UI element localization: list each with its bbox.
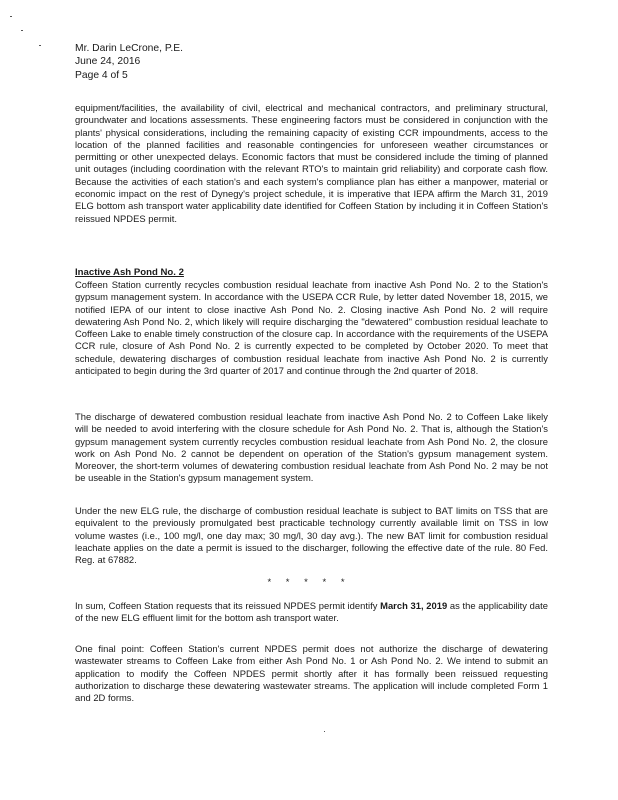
- page-number: Page 4 of 5: [75, 69, 128, 81]
- section-separator: * * * * *: [267, 577, 351, 588]
- paragraph-continuation: equipment/facilities, the availability of civil, electrical and mechanical contractors, and preliminary structural, groundwater and locations assessments. These engineering factors must be considered in conjunction with the plants' physical considerations, including the remaining capacity of existing CCR impoundments, access to the location of the planned facilities and reasonable contingencies for unforeseen weather circumstances or permitting or other unexpected delays. Economic factors that must be considered include the timing of planned unit outages (including coordination with the relevant RTO's to maintain grid reliability) and corporate cash flow. Because the activities of each station's and each system's compliance plan has either a manpower, material or economic impact on the rest of Dynegy's project schedule, it is imperative that IEPA affirm the March 31, 2019 ELG bottom ash transport water applicability date identified for Coffeen Station by including it in Coffeen Station's reissued NPDES permit.: [75, 102, 548, 224]
- scan-speck: [21, 30, 23, 31]
- section-heading: Inactive Ash Pond No. 2: [75, 267, 184, 278]
- scan-speck: [39, 45, 41, 46]
- paragraph-discharge-need: The discharge of dewatered combustion residual leachate from inactive Ash Pond No. 2 to Coffeen Lake likely will be needed to avoid interfering with the closure schedule for Ash Pond No. 2. That is, although the Station's gypsum management system currently recycles combustion residual leachate from Ash Pond No. 2, the closure work on Ash Pond No. 2 cannot be dependent on operation of the Station's gypsum management system. Moreover, the short-term volumes of dewatering combustion residual leachate from Ash Pond No. 2 may be not be useable in the Station's gypsum management system.: [75, 411, 548, 484]
- paragraph-elg-rule: Under the new ELG rule, the discharge of combustion residual leachate is subject to BAT limits on TSS that are equivalent to the previously promulgated best practicable technology currently available limit on TSS in low volume wastes (i.e., 100 mg/l, one day max; 30 mg/l, 30 day avg.). The new BAT limit for combustion residual leachate applies on the date a permit is issued to the discharger, following the effective date of the rule. 80 Fed. Reg. at 67882.: [75, 505, 548, 566]
- letter-header: [75, 42, 183, 82]
- paragraph-summary: [75, 600, 548, 625]
- paragraph-final-point: One final point: Coffeen Station's current NPDES permit does not authorize the discharge of dewatering wastewater streams to Coffeen Lake from either Ash Pond No. 1 or Ash Pond No. 2. We intend to submit an application to modify the Coffeen NPDES permit shortly after it has formally been reissued requesting authorization to discharge these dewatering wastewater streams. The application will include completed Form 1 and 2D forms.: [75, 643, 548, 704]
- applicability-date: March 31, 2019: [380, 600, 448, 611]
- scan-speck: [10, 16, 12, 17]
- paragraph-ash-pond-closure: Coffeen Station currently recycles combustion residual leachate from inactive Ash Pond No. 2 to the Station's gypsum management system. In accordance with the USEPA CCR Rule, by letter dated November 18, 2015, we notified IEPA of our intent to close inactive Ash Pond No. 2. Closing inactive Ash Pond No. 2 will require dewatering Ash Pond No. 2, which likely will require discharging the "dewatered" combustion residual leachate to Coffeen Lake to enable timely construction of the closure cap. In accordance with the requirements of the USEPA CCR rule, closure of Ash Pond No. 2 is currently expected to be completed by October 2020. To meet that schedule, dewatering discharges of combustion residual leachate from inactive Ash Pond No. 2 is currently anticipated to begin during the 3rd quarter of 2017 and continue through the 2nd quarter of 2018.: [75, 279, 548, 377]
- letter-date: June 24, 2016: [75, 56, 141, 68]
- recipient-name: Mr. Darin LeCrone, P.E.: [75, 43, 183, 54]
- scan-speck: [324, 731, 325, 732]
- summary-text-before: In sum, Coffeen Station requests that its reissued NPDES permit identify: [75, 600, 381, 611]
- summary-text-after: as the applicability date of the new ELG effluent limit for the bottom ash transport water.: [75, 600, 548, 624]
